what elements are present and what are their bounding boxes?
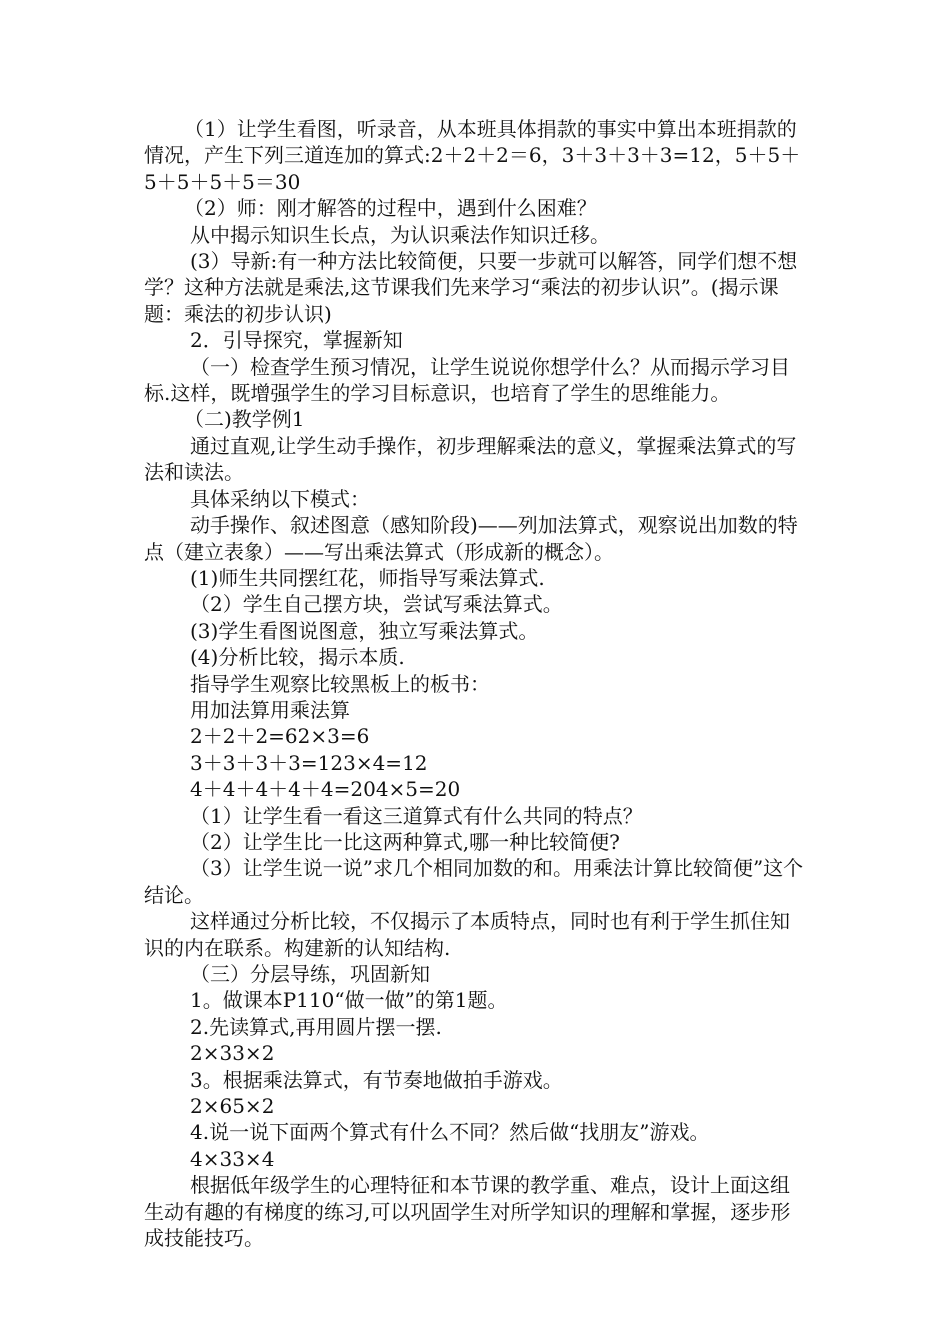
equation-line: 2×65×2 xyxy=(190,1094,275,1119)
equation-line: 4×33×4 xyxy=(190,1146,275,1171)
paragraph-1: （1）让学生看图，听录音，从本班具体捐款的事实中算出本班捐款的情况，产生下列三道连加的算式:2＋2＋2＝6，3＋3＋3＋3=12，5＋5＋5＋5＋5＋5＝30 xyxy=(144,117,801,194)
paragraph-8: 通过直观,让学生动手操作，初步理解乘法的意义，掌握乘法算式的写法和读法。 xyxy=(144,433,797,485)
subheading-example-1: （二)教学例1 xyxy=(184,407,305,432)
equation-line: 2×33×2 xyxy=(190,1041,275,1066)
exercise-item: 3。根据乘法算式，有节奏地做拍手游戏。 xyxy=(190,1067,563,1092)
equation-line: 3＋3＋3＋3=123×4=12 xyxy=(190,750,428,775)
exercise-item: 1。做课本P110“做一做”的第1题。 xyxy=(190,988,508,1013)
list-item: （3）让学生说一说”求几个相同加数的和。用乘法计算比较简便”这个结论。 xyxy=(144,856,804,907)
list-item: (3)学生看图说图意，独立写乘法算式。 xyxy=(190,618,539,643)
list-item: （1）让学生看一看这三道算式有什么共同的特点？ xyxy=(190,803,643,828)
list-item: （2）学生自己摆方块，尝试写乘法算式。 xyxy=(190,592,563,617)
board-header: 用加法算用乘法算 xyxy=(190,697,350,722)
section-heading-2: 2．引导探究，掌握新知 xyxy=(190,328,403,353)
equation-line: 4＋4＋4＋4＋4=204×5=20 xyxy=(190,777,461,802)
exercise-item: 2.先读算式,再用圆片摆一摆. xyxy=(190,1014,442,1039)
paragraph-9: 具体采纳以下模式： xyxy=(190,486,370,511)
paragraph-23: 这样通过分析比较，不仅揭示了本质特点，同时也有利于学生抓住知识的内在联系。构建新的认知结构. xyxy=(144,909,790,960)
list-item: （2）让学生比一比这两种算式,哪一种比较简便? xyxy=(190,829,620,854)
subheading-exercises: （三）分层导练，巩固新知 xyxy=(190,962,430,986)
equation-line: 2＋2＋2=62×3=6 xyxy=(190,724,370,749)
paragraph-closing: 根据低年级学生的心理特征和本节课的教学重、难点，设计上面这组生动有趣的有梯度的练习,可以巩固学生对所学知识的理解和掌握，逐步形成技能技巧。 xyxy=(144,1173,791,1251)
exercise-item: 4.说一说下面两个算式有什么不同？然后做“找朋友”游戏。 xyxy=(190,1120,710,1145)
paragraph-6: （一）检查学生预习情况，让学生说说你想学什么？从而揭示学习目标.这样，既增强学生的学习目标意识，也培育了学生的思维能力。 xyxy=(144,354,790,406)
list-item: (1)师生共同摆红花，师指导写乘法算式. xyxy=(190,565,545,590)
paragraph-4: (3）导新:有一种方法比较简便，只要一步就可以解答，同学们想不想学？这种方法就是乘法,这节课我们先来学习“乘法的初步认识”。(揭示课题：乘法的初步认识) xyxy=(144,249,798,326)
paragraph-3: 从中揭示知识生长点，为认识乘法作知识迁移。 xyxy=(190,222,610,247)
document-body xyxy=(144,116,808,1251)
paragraph-2: （2）师：刚才解答的过程中，遇到什么困难？ xyxy=(184,196,597,221)
paragraph-10: 动手操作、叙述图意（感知阶段)——列加法算式，观察说出加数的特点（建立表象）——写出乘法算式（形成新的概念）。 xyxy=(144,513,798,564)
list-item: (4)分析比较，揭示本质. xyxy=(190,645,405,670)
paragraph-15: 指导学生观察比较黑板上的板书： xyxy=(190,671,490,696)
